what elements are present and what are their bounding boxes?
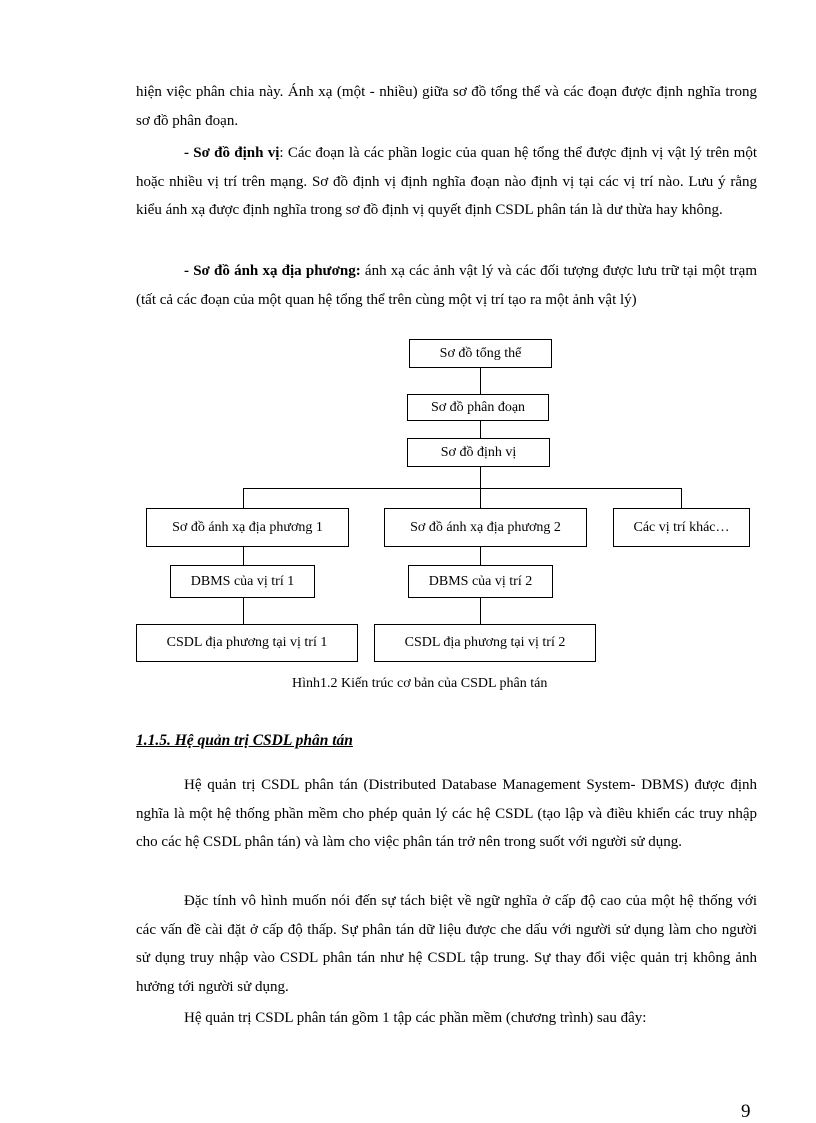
global-schema-label: Sơ đồ tổng thể bbox=[439, 345, 522, 361]
dbms-2-box bbox=[408, 565, 553, 598]
local-db-1-label: CSDL địa phương tại vị trí 1 bbox=[166, 635, 328, 650]
paragraph-transparency: Đặc tính vô hình muốn nói đến sự tách biệt về ngữ nghĩa ở cấp độ cao của một hệ thống với các vấn đề cài đặt ở cấp độ thấp. Sự phân tán dữ liệu được che dấu với người sử dụng làm cho người sử dụng truy nhập vào CSDL phân tán như hệ CSDL tập trung. Sự thay đổi việc quản trị không ảnh hưởng tới người sử dụng. bbox=[136, 893, 757, 995]
connector-global-fragment bbox=[480, 367, 481, 395]
connector-branch-1 bbox=[243, 488, 244, 509]
connector-dbms2-db2 bbox=[480, 597, 481, 625]
figure-caption: Hình1.2 Kiến trúc cơ bản của CSDL phân tán bbox=[292, 676, 548, 691]
dbms-1-box bbox=[170, 565, 315, 598]
paragraph-local-mapping-schema bbox=[136, 257, 757, 314]
other-sites-box bbox=[613, 508, 750, 547]
global-schema-box bbox=[409, 339, 552, 368]
other-sites-label: Các vị trí khác… bbox=[633, 519, 730, 535]
local-db-1-box bbox=[136, 624, 358, 662]
connector-branch-3 bbox=[681, 488, 682, 509]
dbms-1-label: DBMS của vị trí 1 bbox=[190, 573, 295, 589]
local-db-2-box bbox=[374, 624, 596, 662]
connector-allocation-down bbox=[480, 466, 481, 488]
dbms-2-label: DBMS của vị trí 2 bbox=[428, 573, 533, 589]
connector-branch-2 bbox=[480, 488, 481, 509]
paragraph-software-components: Hệ quản trị CSDL phân tán gồm 1 tập các phần mềm (chương trình) sau đây: bbox=[184, 1010, 647, 1026]
connector-horizontal-bar bbox=[243, 488, 682, 489]
allocation-schema-box bbox=[407, 438, 550, 467]
section-heading: 1.1.5. Hệ quản trị CSDL phân tán bbox=[136, 732, 353, 749]
local-db-2-label: CSDL địa phương tại vị trí 2 bbox=[404, 635, 566, 650]
page-number: 9 bbox=[741, 1101, 751, 1122]
allocation-schema-text: : Các đoạn là các phần logic của quan hệ tổng thể được định vị vật lý trên một hoặc nhiều vị trí trên mạng. Sơ đồ định vị định nghĩa đoạn nào định vị tại các vị trí nào. Lưu ý rằng kiểu ánh xạ được định nghĩa trong sơ đồ định vị quyết định CSDL phân tán là dư thừa hay không. bbox=[136, 145, 757, 218]
paragraph-mapping-intro: hiện việc phân chia này. Ánh xạ (một - nhiều) giữa sơ đồ tổng thể và các đoạn được định nghĩa trong sơ đồ phân đoạn. bbox=[136, 84, 757, 129]
local-mapping-1-box bbox=[146, 508, 349, 547]
local-mapping-2-label: Sơ đồ ánh xạ địa phương 2 bbox=[410, 519, 561, 535]
paragraph-allocation-schema bbox=[136, 139, 757, 225]
connector-fragment-allocation bbox=[480, 420, 481, 439]
paragraph-ddbms-definition: Hệ quản trị CSDL phân tán (Distributed Database Management System- DBMS) được định nghĩa là một hệ thống phần mềm cho phép quản lý các hệ CSDL (tạo lập và điều khiển các truy nhập cho các hệ CSDL phân tán) và làm cho việc phân tán trở nên trong suốt với người sử dụng. bbox=[136, 777, 757, 850]
local-mapping-1-label: Sơ đồ ánh xạ địa phương 1 bbox=[172, 519, 323, 535]
local-mapping-text: ánh xạ các ảnh vật lý và các đối tượng được lưu trữ tại một trạm (tất cả các đoạn của một quan hệ tổng thể trên cùng một vị trí tạo ra một ảnh vật lý) bbox=[136, 263, 758, 308]
local-mapping-label: - Sơ đồ ánh xạ địa phương: bbox=[184, 263, 361, 279]
allocation-schema-box-label: Sơ đồ định vị bbox=[440, 444, 517, 460]
fragmentation-schema-box bbox=[407, 394, 549, 421]
connector-dbms1-db1 bbox=[243, 597, 244, 625]
allocation-schema-label: - Sơ đồ định vị bbox=[184, 145, 280, 161]
connector-local1-dbms1 bbox=[243, 546, 244, 566]
local-mapping-2-box bbox=[384, 508, 587, 547]
connector-local2-dbms2 bbox=[480, 546, 481, 566]
fragmentation-schema-label: Sơ đồ phân đoạn bbox=[430, 399, 526, 415]
